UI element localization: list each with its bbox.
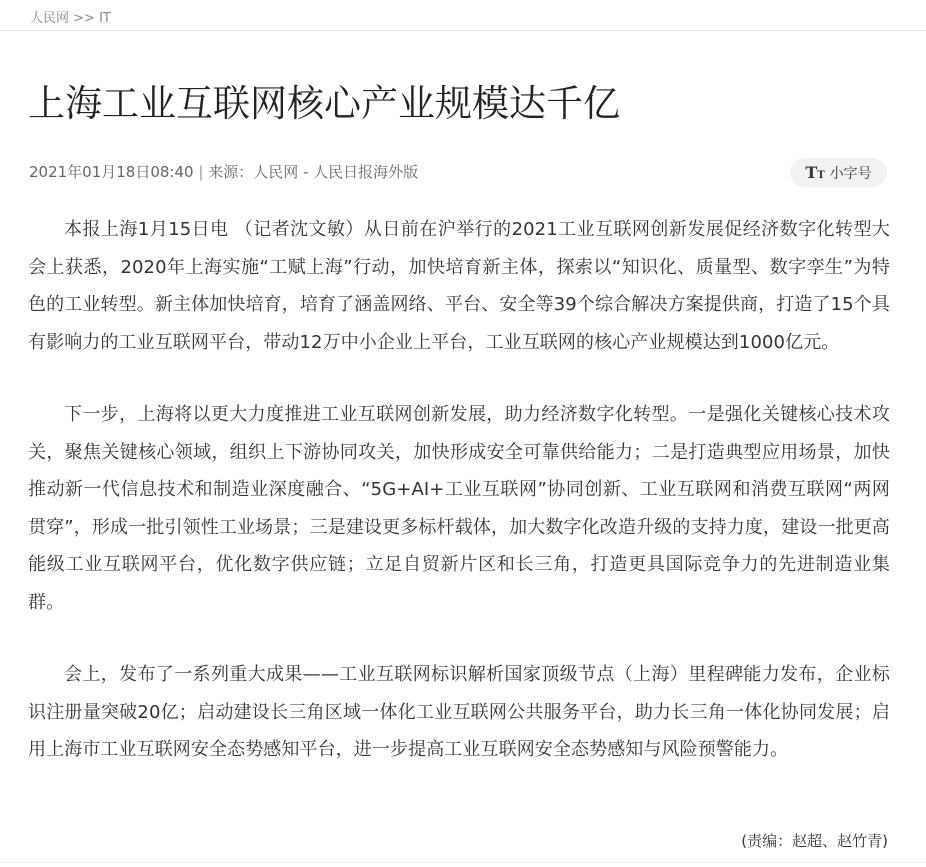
source-link[interactable]: 人民网 - 人民日报海外版 bbox=[253, 163, 419, 181]
font-size-icon: TT bbox=[805, 163, 825, 182]
breadcrumb bbox=[30, 7, 111, 26]
breadcrumb-site-link[interactable]: 人民网 bbox=[30, 11, 70, 26]
page-title: 上海工业互联网核心产业规模达千亿 bbox=[28, 82, 620, 125]
article-paragraph-1: 本报上海1月15日电 （记者沈文敏）从日前在沪举行的2021工业互联网创新发展促经济数字化转型大会上获悉，2020年上海实施“工赋上海”行动，加快培育新主体，探索以“知识化、质量型、数字孪生”为特色的工业转型。新主体加快培育，培育了涵盖网络、平台、安全等39个综合解决方案提供商，打造了15个具有影响力的工业互联网平台，带动12万中小企业上平台，工业互联网的核心产业规模达到1000亿元。 bbox=[28, 219, 890, 353]
article-paragraph-2: 下一步，上海将以更大力度推进工业互联网创新发展，助力经济数字化转型。一是强化关键核心技术攻关，聚焦关键核心领域，组织上下游协同攻关，加快形成安全可靠供给能力；二是打造典型应用场景，加快推动新一代信息技术和制造业深度融合、“5G+AI+工业互联网”协同创新、工业互联网和消费互联网“两网贯穿”，形成一批引领性工业场景；三是建设更多标杆载体，加大数字化改造升级的支持力度，建设一批更高能级工业互联网平台，优化数字供应链；立足自贸新片区和长三角，打造更具国际竞争力的先进制造业集群。 bbox=[28, 404, 890, 613]
article-paragraph-3: 会上，发布了一系列重大成果——工业互联网标识解析国家顶级节点（上海）里程碑能力发布，企业标识注册量突破20亿；启动建设长三角区域一体化工业互联网公共服务平台，助力长三角一体化协同发展；启用上海市工业互联网安全态势感知平台，进一步提高工业互联网安全态势感知与风险预警能力。 bbox=[28, 664, 890, 760]
publish-datetime: 2021年01月18日08:40 bbox=[29, 163, 194, 181]
footer-divider bbox=[0, 862, 926, 863]
source-label: 来源： bbox=[208, 163, 254, 181]
editor-credit: (责编：赵超、赵竹青) bbox=[741, 832, 888, 850]
font-size-toggle-label: 小字号 bbox=[829, 165, 872, 182]
breadcrumb-separator: >> bbox=[73, 11, 95, 26]
font-size-toggle-button[interactable] bbox=[790, 158, 887, 187]
breadcrumb-section-link[interactable]: IT bbox=[99, 11, 111, 26]
meta-separator: | bbox=[198, 163, 204, 181]
header-divider bbox=[0, 30, 926, 31]
article-meta bbox=[29, 161, 418, 183]
article-body bbox=[28, 211, 890, 804]
